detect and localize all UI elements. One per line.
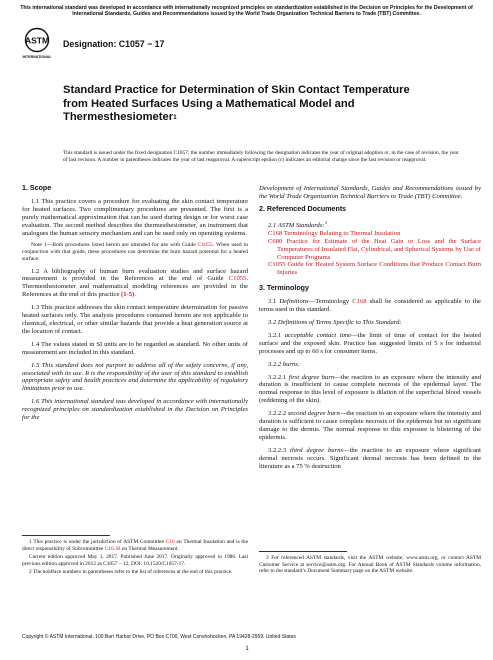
para-1-2-text-2: . Thermesthesiometer and mathematical modeling references are provided in the References at the end of this practice: [22, 275, 248, 299]
footnote-marker-3: 3: [324, 219, 327, 225]
para-3-2-1: [259, 332, 481, 356]
title-footnote-marker: 1: [173, 114, 177, 122]
page-number: 1: [245, 646, 249, 652]
para-1-2-text-end: .: [134, 291, 136, 299]
astm-standards-subheading: [259, 219, 481, 230]
para-3-1: [259, 298, 481, 314]
astm-logo-icon: [22, 27, 52, 69]
para-3-2-1-term: acceptable contact time: [284, 331, 352, 339]
para-1-1: 1.1 This practice covers a procedure for evaluating the skin contact temperature for heated surfaces. Two complimentary procedures are presented. The first is a purely mathematical approximation that can be used during design or for worst case evaluation. The second method describes the thermesthesiometer, an instrument that analogues the human sensory mechanism and can be used only on operating systems.: [22, 197, 248, 237]
para-3-2: 3.2 Definitions of Terms Specific to This Standard:: [268, 318, 402, 326]
footnote-divider-left: [22, 535, 110, 536]
footnote-divider-right: [259, 551, 347, 552]
link-c168[interactable]: C168: [352, 298, 367, 306]
para-3-1-term: Definitions: [279, 298, 309, 306]
para-1-2-text: 1.2 A bibliography of human burn evaluation studies and surface hazard measurement is provided in the References at the end of Guide: [22, 267, 248, 283]
astm-standards-label: 2.1 ASTM Standards:: [268, 221, 325, 229]
section-heading-referenced-documents: 2. Referenced Documents: [259, 204, 347, 213]
note-1: [22, 242, 248, 262]
para-3-2-2-3-num: 3.2.2.3: [268, 446, 290, 454]
para-3-1-text-end: shall be considered as applicable to the terms used in this standard.: [259, 298, 481, 314]
ref-c680[interactable]: C680 Practice for Estimate of the Heat Gain or Loss and the Surface Temperatures of Insulated Flat, Cylindrical, and Spherical Systems by Use of Computer Programs: [268, 237, 481, 261]
reference-link-1-5[interactable]: (1-5): [121, 291, 135, 299]
para-1-2: [22, 268, 248, 300]
footnote-1-text-2: on Thermal Insulation and is the direct responsibility of Subcommittee: [22, 539, 248, 552]
note-1-text: Note 1—Both procedures listed herein are intended for use with Guide: [31, 242, 198, 249]
para-3-2-2-1-text: —the reaction to an exposure where the intensity and duration is insufficient to cause complete necrosis of the epidermal layer. The normal response to this level of exposure is dilation of the superficial blood vessels (reddening of the skin).: [259, 373, 482, 405]
footnote-1: [22, 539, 248, 552]
footnote-1-text-3: on Thermal Measurement.: [120, 545, 179, 552]
link-c1055[interactable]: C1055: [197, 242, 213, 249]
copyright-line: Copyright © ASTM International, 100 Barr Harbor Drive, PO Box C700, West Conshohocken, PA 19428-2959. United States: [22, 634, 296, 640]
para-1-6: 1.6 This international standard was developed in accordance with internationally recognized principles on standardization established in the Decision on Principles for the: [22, 398, 248, 422]
footnotes-left: [22, 539, 248, 578]
para-3-2-2-2-term: second degree burn: [287, 410, 340, 418]
para-3-2-2-3-text: —the reaction to an exposure where significant dermal necrosis occurs. Significant dermal necrosis has been defined in the literature as a 75 % destruction: [259, 446, 482, 470]
para-3-2-2-1-num: 3.2.2.1: [268, 373, 289, 381]
para-3-2-1-text: —the limit of time of contact for the heated surface and the exposed skin. Practice has suggested limits of 5 s for industrial processes and up to 60 s for consumer items.: [259, 331, 481, 355]
section-heading-terminology: 3. Terminology: [259, 284, 309, 293]
ref-c168[interactable]: C168 Terminology Relating to Thermal Insulation: [268, 229, 401, 237]
para-3-2-2-1: [259, 374, 481, 406]
para-3-2-2-2-text: —the reaction to an exposure where the intensity and duration is sufficient to cause complete necrosis of the epidermis but no significant damage to the dermis. The normal response to this exposure is blistering of the epidermis.: [259, 410, 482, 441]
note-1-text-end: . When used in conjunction with that guide, these procedures can determine the burn hazard potential for a heated surface.: [22, 242, 248, 262]
para-3-2-2-2-num: 3.2.2.2: [268, 410, 288, 418]
footnotes-right: [259, 555, 481, 577]
title-text: Standard Practice for Determination of Skin Contact Temperature from Heated Surfaces Using a Mathematical Model and Thermesthesiometer: [63, 84, 410, 124]
para-3-2-2: 3.2.2 burns:: [268, 360, 301, 368]
svg-text:ASTM: ASTM: [24, 35, 50, 46]
footnote-1-text: 1 This practice is under the jurisdiction of ASTM Committee: [29, 539, 166, 545]
footnote-3: 3 For referenced ASTM standards, visit the ASTM website, www.astm.org, or contact ASTM Customer Service at service@astm.org. For Annual Book of ASTM Standards volume information, refer to the standard’s Document Summary page on the ASTM website.: [259, 555, 481, 574]
para-3-2-2-3-term: third degree burns: [289, 446, 343, 454]
document-title: [63, 84, 423, 125]
footnote-2: 2 The boldface numbers in parentheses refer to the list of references at the end of this practice.: [29, 569, 233, 575]
para-1-3: 1.3 This practice addresses the skin contact temperature determination for passive heated surfaces only. The analysis procedures contained herein are not applicable to chemical, electrical, or other similar hazards that provide a heat generation source at the location of contact.: [22, 304, 248, 335]
ref-c1055[interactable]: C1055 Guide for Heated System Surface Conditions that Produce Contact Burn Injuries: [268, 261, 481, 277]
para-3-2-1-num: 3.2.1: [268, 331, 285, 339]
link-c16-30[interactable]: C16.30: [104, 545, 121, 552]
designation: Designation: C1057 − 17: [63, 39, 165, 49]
right-column: [259, 185, 481, 475]
section-heading-scope: 1. Scope: [22, 184, 52, 192]
para-1-5: 1.5 This standard does not purport to address all of the safety concerns, if any, associated with its use. It is the responsibility of the user of this standard to establish appropriate safety and health practices and determine the applicability of regulatory limitations prior to use.: [22, 361, 248, 393]
link-c16[interactable]: C16: [165, 539, 175, 545]
para-3-2-2-3: [259, 447, 481, 471]
para-1-6-continued: Development of International Standards, Guides and Recommendations issued by the World Trade Organization Technical Barriers to Trade (TBT) Committee.: [259, 185, 481, 200]
footnote-1-edition: Current edition approved May 1, 2017. Published June 2017. Originally approved in 1986. Last previous edition approved in 2012 as C1057 – 12. DOI: 10.1520/C1057-17.: [22, 554, 248, 567]
para-1-4: 1.4 The values stated in SI units are to be regarded as standard. No other units of measurement are included in this standard.: [22, 340, 248, 356]
left-column: [22, 185, 248, 427]
svg-text:INTERNATIONAL: INTERNATIONAL: [22, 55, 52, 59]
para-3-2-2-2: [259, 410, 481, 442]
link-c1055-2[interactable]: C1055: [228, 275, 247, 283]
para-3-1-num: 3.1: [268, 298, 280, 306]
issuance-note: This standard is issued under the fixed designation C1057; the number immediately following the designation indicates the year of original adoption or, in the case of revision, the year of last revision. A number in parentheses indicates the year of last reapproval. A superscript epsilon (ε) indicates an editorial change since the last revision or reapproval.: [63, 150, 459, 163]
para-3-1-text: —Terminology: [308, 298, 353, 306]
referenced-documents-list: [259, 230, 481, 277]
wto-notice: This international standard was developed in accordance with internationally recognized principles on standardization established in the Decision on Principles for the Development of International Standards, Guides and Recommendations issued by the World Trade Organization Technical Barriers to Trade (TBT) Committee.: [20, 5, 473, 18]
para-3-2-2-1-term: first degree burn: [288, 373, 335, 381]
